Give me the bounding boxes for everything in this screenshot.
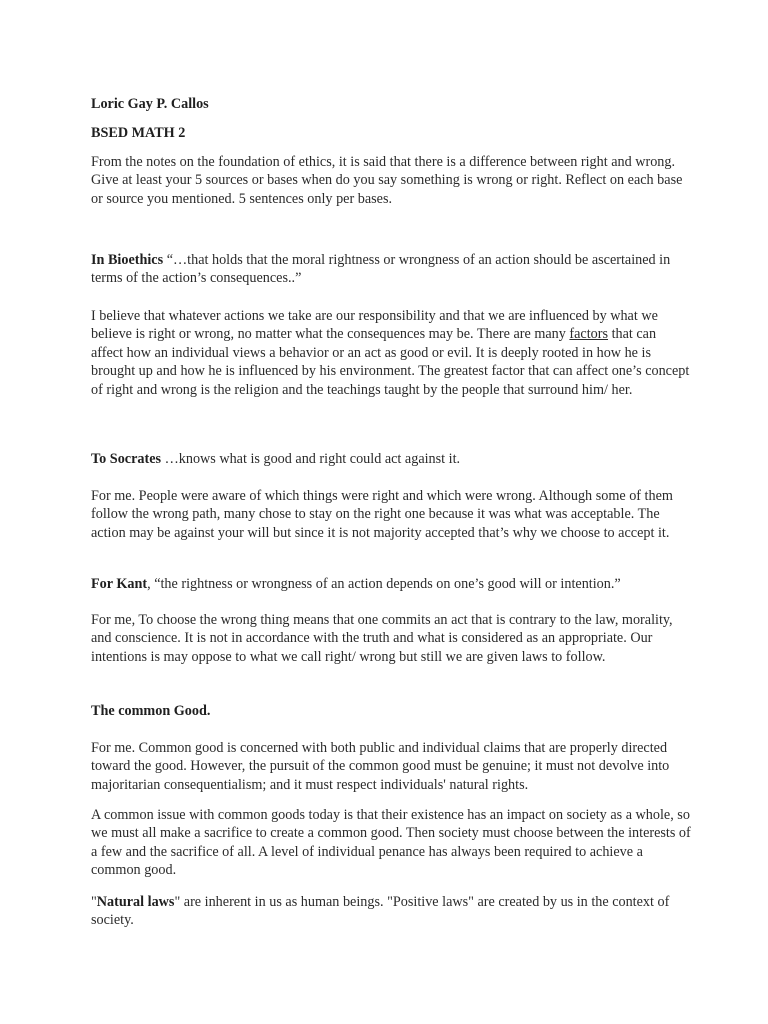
socrates-label: To Socrates [91,451,162,467]
common-good-para-1: For me. Common good is concerned with both public and individual claims that are properly directed toward the good. However, the pursuit of the common good must be genuine; it must not devolve into majoritarian consequentialism; and it must respect individuals' natural rights. [91,740,670,793]
bioethics-label: In Bioethics [91,252,164,268]
bioethics-heading [91,251,691,288]
common-good-heading: The common Good. [91,703,211,719]
natural-laws-term: Natural laws [96,894,175,910]
socrates-reflection: For me. People were aware of which things were right and which were wrong. Although some of them follow the wrong path, many chose to stay on the right one because it was what was acceptable. The action may be against your will but since it is not majority accepted that’s why we choose to accept it. [91,488,673,541]
common-good-para-3: "Natural laws" are inherent in us as human beings. "Positive laws" are created by us in the context of society. [91,894,670,929]
assignment-prompt: From the notes on the foundation of ethics, it is said that there is a difference between right and wrong. Give at least your 5 sources or bases when do you say something is wrong or right. Reflect on each base or source you mentioned. 5 sentences only per bases. [91,154,683,207]
kant-heading [91,575,691,593]
author-name: Loric Gay P. Callos [91,96,209,112]
factors-link[interactable]: factors [569,326,609,343]
course-code: BSED MATH 2 [91,125,186,141]
socrates-heading [91,450,691,468]
common-good-para-2: A common issue with common goods today is that their existence has an impact on society as a whole, so we must all make a sacrifice to create a common good. Then society must choose between the interests of a few and the sacrifice of all. A level of individual penance has always been required to achieve a common good. [91,807,691,879]
kant-quote: , “the rightness or wrongness of an action depends on one’s good will or intention.” [147,576,621,592]
bioethics-quote: “…that holds that the moral rightness or wrongness of an action should be ascertained in terms of the action’s consequences..” [91,252,671,287]
socrates-quote: …knows what is good and right could act against it. [161,451,461,467]
bioethics-reflection: I believe that whatever actions we take are our responsibility and that we are influenced by what we believe is right or wrong, no matter what the consequences may be. There are many factors that can affect how an individual views a behavior or an act as good or evil. It is deeply rooted in how he is brought up and how he is influenced by his environment. The greatest factor that can affect one’s concept of right and wrong is the religion and the teachings taught by the people that surround him/ her. [91,308,690,398]
kant-label: For Kant [91,576,148,592]
kant-reflection: For me, To choose the wrong thing means that one commits an act that is contrary to the law, morality, and conscience. It is not in accordance with the truth and what is considered as an appropriate. Our intentions is may oppose to what we call right/ wrong but still we are given laws to follow. [91,612,673,665]
